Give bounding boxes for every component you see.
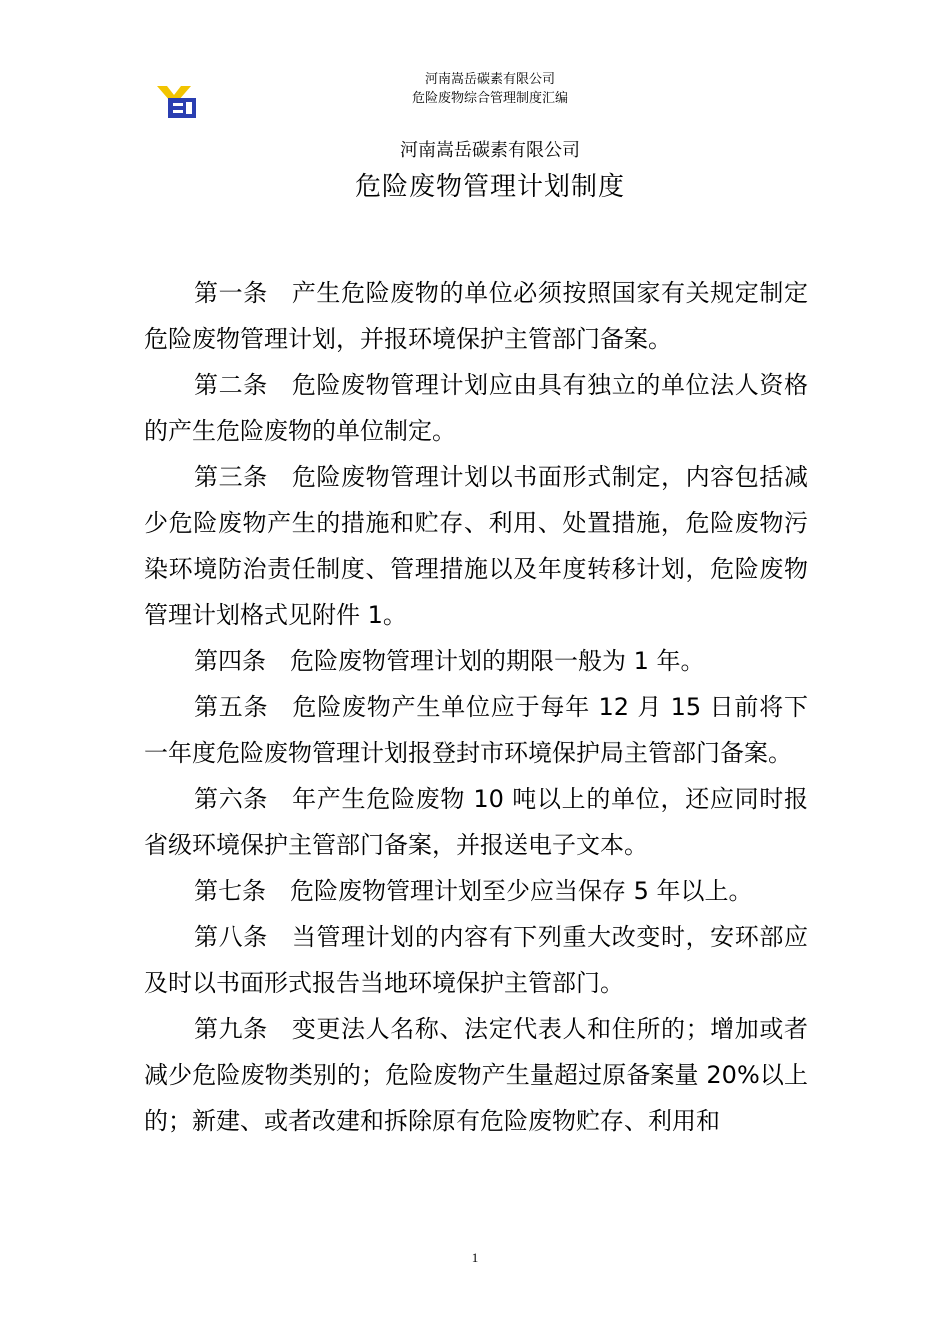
article-label: 第五条	[194, 693, 269, 721]
article-text: 当管理计划的内容有下列重大改变时，安环部应及时以书面形式报告当地环境保护主管部门。	[144, 923, 809, 997]
article-text: 危险废物管理计划以书面形式制定，内容包括减少危险废物产生的措施和贮存、利用、处置措施，危险废物污染环境防治责任制度、管理措施以及年度转移计划，危险废物管理计划格式见附件 1。	[144, 463, 809, 629]
header-company: 河南嵩岳碳素有限公司	[424, 72, 555, 87]
page-header	[300, 70, 680, 108]
article-6	[144, 776, 808, 868]
article-label: 第六条	[194, 785, 269, 813]
article-9	[144, 1006, 808, 1144]
article-text: 危险废物管理计划应由具有独立的单位法人资格的产生危险废物的单位制定。	[144, 371, 809, 445]
article-7	[144, 868, 808, 914]
article-2	[144, 362, 808, 454]
article-text: 产生危险废物的单位必须按照国家有关规定制定危险废物管理计划，并报环境保护主管部门备案。	[144, 279, 809, 353]
page-number: 1	[471, 1250, 479, 1265]
article-label: 第八条	[194, 923, 268, 951]
document-title: 危险废物管理计划制度	[354, 172, 625, 202]
article-label: 第二条	[194, 371, 268, 399]
document-company: 河南嵩岳碳素有限公司	[400, 140, 580, 161]
article-text: 危险废物管理计划的期限一般为 1 年。	[290, 647, 705, 675]
article-label: 第九条	[194, 1015, 268, 1043]
header-subtitle: 危险废物综合管理制度汇编	[411, 91, 568, 106]
article-label: 第一条	[194, 279, 268, 307]
article-1	[144, 270, 808, 362]
article-5	[144, 684, 808, 776]
article-8	[144, 914, 808, 1006]
article-text: 变更法人名称、法定代表人和住所的；增加或者减少危险废物类别的；危险废物产生量超过原备案量 20%以上的；新建、或者改建和拆除原有危险废物贮存、利用和	[144, 1015, 809, 1135]
article-label: 第三条	[194, 463, 268, 491]
article-text: 年产生危险废物 10 吨以上的单位，还应同时报省级环境保护主管部门备案，并报送电子文本。	[144, 785, 809, 859]
article-label: 第七条	[194, 877, 266, 905]
article-text: 危险废物管理计划至少应当保存 5 年以上。	[290, 877, 753, 905]
company-logo	[155, 84, 199, 120]
document-body	[144, 270, 808, 1144]
article-3	[144, 454, 808, 638]
article-4	[144, 638, 808, 684]
article-text: 危险废物产生单位应于每年 12 月 15 日前将下一年度危险废物管理计划报登封市环境保护局主管部门备案。	[144, 693, 809, 767]
article-label: 第四条	[194, 647, 266, 675]
